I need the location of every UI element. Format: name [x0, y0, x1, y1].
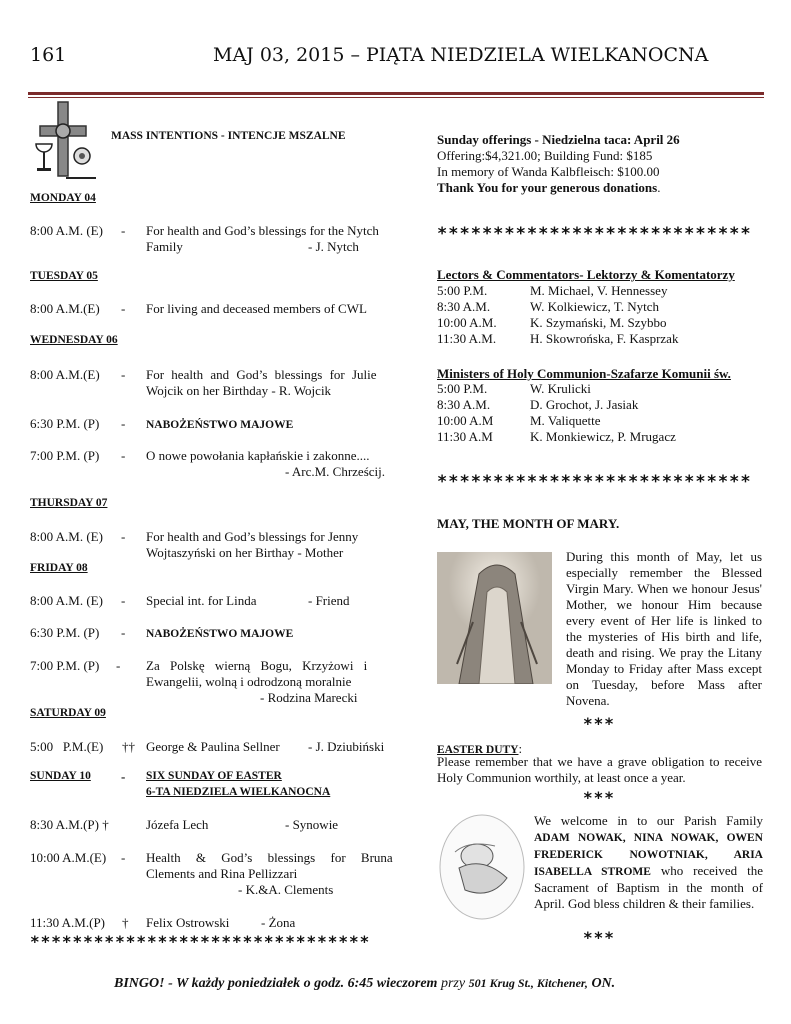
intention-text: For health and God’s blessings for the Nytch: [146, 223, 379, 238]
dash: †: [122, 915, 129, 930]
time: 7:00 P.M. (P): [30, 658, 100, 673]
time: 11:30 A.M.(P): [30, 915, 105, 930]
intention-by: - J. Dziubiński: [308, 739, 385, 754]
dash: -: [121, 850, 126, 865]
intention-text: Za Polskę wierną Bogu, Krzyżowi i: [146, 658, 368, 673]
dash: ††: [122, 739, 135, 754]
offerings-thanks-line: [437, 180, 660, 196]
lector-names: K. Szymański, M. Szybbo: [530, 315, 667, 330]
may-text: During this month of May, let us especially remember the Blessed Virgin Mary. When we honour Jesus' Mother, we honour Him because every event of Her life is linked to the mysteries of His birth and life, death and rising. We pray the Litany Monday to Friday after Mass except on Tuesday, before Mass after Novena.: [566, 549, 762, 708]
lectors-title: Lectors & Commentators- Lektorzy & Komentatorzy: [437, 267, 735, 282]
dash: -: [121, 301, 126, 316]
intention-by: - Rodzina Marecki: [260, 690, 358, 705]
bingo-text: BINGO! - W każdy poniedziałek o godz. 6:45 wieczorem: [114, 976, 438, 991]
welcome-text: [534, 813, 763, 912]
stars-small: ***: [583, 928, 615, 947]
lector-time: 8:30 A.M.: [437, 299, 491, 314]
lector-time: 10:00 A.M.: [437, 315, 497, 330]
dash: -: [121, 367, 126, 382]
day-saturday: SATURDAY 09: [30, 707, 106, 719]
time: 7:00 P.M. (P): [30, 448, 100, 463]
intention-text: Felix Ostrowski: [146, 915, 230, 930]
minister-time: 5:00 P.M.: [437, 381, 488, 396]
offerings-title: Sunday offerings - Niedzielna taca: April 26: [437, 132, 680, 147]
stars-divider: ****************************: [437, 472, 752, 492]
virgin-mary-image: [437, 552, 552, 684]
time: 10:00 A.M.(E): [30, 850, 107, 865]
stars-divider: ********************************: [30, 932, 371, 951]
bingo-address: 501 Krug St., Kitchener,: [468, 976, 588, 990]
intention-by: - K.&A. Clements: [238, 882, 334, 897]
time: 8:30 A.M.(P) †: [30, 817, 109, 832]
minister-time: 10:00 A.M: [437, 413, 494, 428]
intention-text: Clements and Rina Pellizzari: [146, 866, 298, 881]
lector-names: H. Skowrońska, F. Kasprzak: [530, 331, 679, 346]
cross-chalice-icon: [30, 100, 102, 180]
footer: [114, 976, 615, 992]
lector-time: 11:30 A.M.: [437, 331, 497, 346]
dash: -: [121, 416, 126, 431]
intention-text: Special int. for Linda: [146, 593, 257, 608]
welcome-intro: We welcome in to our Parish Family: [534, 813, 763, 828]
minister-time: 8:30 A.M.: [437, 397, 491, 412]
time: 5:00 P.M.(E): [30, 739, 104, 754]
lector-names: M. Michael, V. Hennessey: [530, 283, 668, 298]
easter-text: Please remember that we have a grave obligation to receive Holy Communion worthily, at least once a year.: [437, 754, 762, 785]
dash: -: [121, 223, 126, 238]
offerings-thanks: Thank You for your generous donations: [437, 180, 658, 195]
intention-text: For living and deceased members of CWL: [146, 301, 367, 316]
day-thursday: THURSDAY 07: [30, 497, 108, 509]
mass-heading: MASS INTENTIONS - INTENCJE MSZALNE: [111, 130, 346, 142]
page-number: 161: [30, 44, 67, 66]
welcome-names: ADAM NOWAK, NINA NOWAK, OWEN FREDERICK NOWOTNIAK, ARIA ISABELLA STROME: [534, 832, 763, 878]
minister-time: 11:30 A.M: [437, 429, 493, 444]
intention-text: Józefa Lech: [146, 817, 209, 832]
intention-text: For health and God’s blessings for Jenny: [146, 529, 359, 544]
dash: -: [116, 658, 121, 673]
header-rule-thin: [28, 97, 764, 98]
easter-title: EASTER DUTY: [437, 744, 519, 756]
day-sunday: SUNDAY 10: [30, 770, 91, 782]
bingo-province: ON.: [591, 976, 616, 991]
intention-by: - Synowie: [285, 817, 339, 832]
lector-names: W. Kolkiewicz, T. Nytch: [530, 299, 660, 314]
intention-by: - J. Nytch: [308, 239, 359, 254]
time: 8:00 A.M. (E): [30, 529, 103, 544]
sunday-title: SIX SUNDAY OF EASTER: [146, 770, 282, 782]
intention-text: For health and God’s blessings for Julie: [146, 367, 377, 382]
day-monday: MONDAY 04: [30, 192, 96, 204]
time: 8:00 A.M. (E): [30, 223, 103, 238]
stars-small: ***: [583, 788, 615, 807]
may-title: MAY, THE MONTH OF MARY.: [437, 516, 620, 531]
bingo-przy: przy: [440, 976, 466, 991]
dash: -: [121, 529, 126, 544]
intention-text: Family: [146, 239, 183, 254]
intention-text: NABOŻEŃSTWO MAJOWE: [146, 419, 294, 431]
minister-names: W. Krulicki: [530, 381, 591, 396]
header-rule: [28, 92, 764, 95]
welcome-rest: who received the Sacrament of Baptism in the month of April. God bless children & their families.: [534, 863, 763, 911]
stars-divider: ****************************: [437, 224, 752, 244]
offerings-memory: In memory of Wanda Kalbfleisch: $100.00: [437, 164, 660, 179]
offerings-period: .: [657, 180, 661, 195]
intention-by: - Friend: [308, 593, 350, 608]
intention-by: - Arc.M. Chrześcij.: [285, 464, 386, 479]
time: 8:00 A.M. (E): [30, 593, 103, 608]
sunday-title: 6-TA NIEDZIELA WIELKANOCNA: [146, 786, 331, 798]
minister-names: K. Monkiewicz, P. Mrugacz: [530, 429, 676, 444]
time: 8:00 A.M.(E): [30, 301, 100, 316]
day-wednesday: WEDNESDAY 06: [30, 334, 118, 346]
time: 6:30 P.M. (P): [30, 416, 100, 431]
easter-colon: :: [518, 741, 523, 756]
day-friday: FRIDAY 08: [30, 562, 88, 574]
intention-text: George & Paulina Sellner: [146, 739, 280, 754]
page-title: MAJ 03, 2015 – PIĄTA NIEDZIELA WIELKANOCNA: [213, 44, 709, 66]
day-tuesday: TUESDAY 05: [30, 270, 98, 282]
time: 8:00 A.M.(E): [30, 367, 100, 382]
lector-time: 5:00 P.M.: [437, 283, 488, 298]
intention-text: Wojtaszyński on her Birthay - Mother: [146, 545, 344, 560]
dash: -: [121, 625, 126, 640]
minister-names: D. Grochot, J. Jasiak: [530, 397, 639, 412]
minister-names: M. Valiquette: [530, 413, 601, 428]
intention-text: Wojcik on her Birthday - R. Wojcik: [146, 383, 332, 398]
intention-text: Ewangelii, wolną i odrodzoną moralnie: [146, 674, 352, 689]
baptism-image: [437, 812, 527, 922]
intention-text: O nowe powołania kapłańskie i zakonne....: [146, 448, 370, 463]
intention-text: NABOŻEŃSTWO MAJOWE: [146, 628, 294, 640]
dash: -: [121, 448, 126, 463]
time: 6:30 P.M. (P): [30, 625, 100, 640]
offerings-line: Offering:$4,321.00; Building Fund: $185: [437, 148, 653, 163]
intention-by: - Żona: [261, 915, 296, 930]
intention-text: Health & God’s blessings for Bruna: [146, 850, 393, 865]
dash: -: [121, 769, 126, 784]
dash: -: [121, 593, 126, 608]
stars-small: ***: [583, 714, 615, 733]
ministers-title: Ministers of Holy Communion-Szafarze Komunii św.: [437, 366, 731, 381]
